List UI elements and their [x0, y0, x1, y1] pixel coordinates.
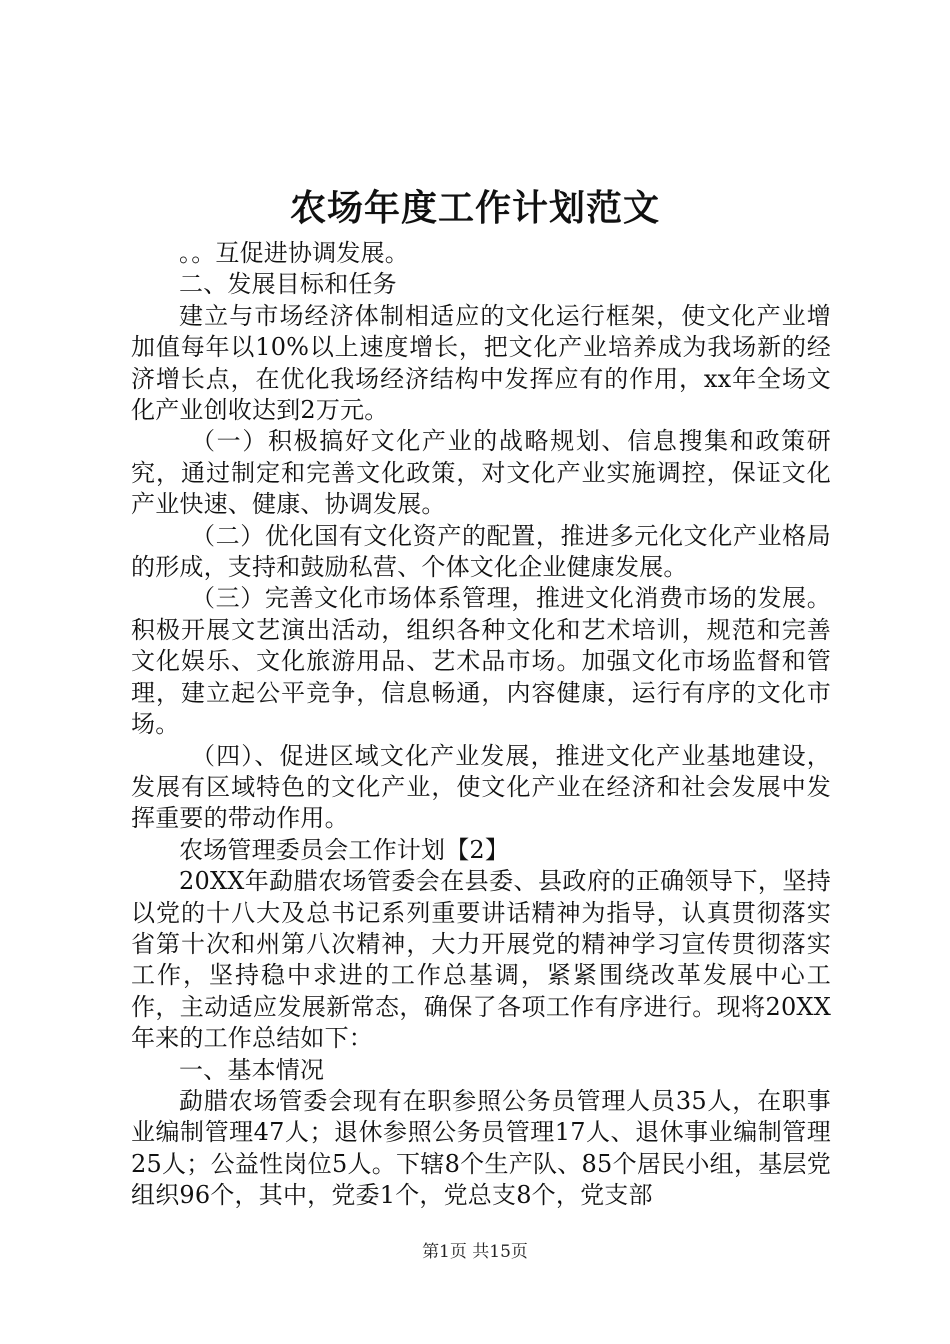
heading-committee-plan: 农场管理委员会工作计划【2】	[179, 835, 510, 864]
document-body	[131, 238, 831, 1212]
paragraph-item-3: （三）完善文化市场体系管理，推进文化消费市场的发展。积极开展文艺演出活动，组织各种文化和艺术培训，规范和完善文化娱乐、文化旅游用品、艺术品市场。加强文化市场监督和管理，建立起公平竞争，信息畅通，内容健康，运行有序的文化市场。	[131, 584, 831, 739]
paragraph-summary: 20XX年勐腊农场管委会在县委、县政府的正确领导下，坚持以党的十八大及总书记系列重要讲话精神为指导，认真贯彻落实省第十次和州第八次精神，大力开展党的精神学习宣传贯彻落实工作，坚持稳中求进的工作总基调，紧紧围绕改革发展中心工作，主动适应发展新常态，确保了各项工作有序进行。现将20XX年来的工作总结如下：	[131, 867, 831, 1053]
page-number-footer: 第1页 共15页	[422, 1242, 528, 1262]
heading-basic-situation: 一、基本情况	[179, 1055, 325, 1084]
paragraph-staffing: 勐腊农场管委会现有在职参照公务员管理人员35人，在职事业编制管理47人；退休参照公务员管理17人、退休事业编制管理25人；公益性岗位5人。下辖8个生产队、85个居民小组，基层党组织96个，其中，党委1个，党总支8个，党支部	[131, 1086, 831, 1210]
paragraph-item-2: （二）优化国有文化资产的配置，推进多元化文化产业格局的形成，支持和鼓励私营、个体文化企业健康发展。	[131, 521, 831, 582]
heading-goals: 二、发展目标和任务	[179, 270, 397, 299]
paragraph-framework: 建立与市场经济体制相适应的文化运行框架，使文化产业增加值每年以10%以上速度增长，把文化产业培养成为我场新的经济增长点，在优化我场经济结构中发挥应有的作用，xx年全场文化产业创收达到2万元。	[131, 301, 831, 425]
paragraph-intro: 。。互促进协调发展。	[179, 239, 409, 267]
document-title: 农场年度工作计划范文	[289, 187, 660, 229]
paragraph-item-1: （一）积极搞好文化产业的战略规划、信息搜集和政策研究，通过制定和完善文化政策，对文化产业实施调控，保证文化产业快速、健康、协调发展。	[131, 427, 831, 519]
paragraph-item-4: （四）、促进区域文化产业发展，推进文化产业基地建设，发展有区域特色的文化产业，使文化产业在经济和社会发展中发挥重要的带动作用。	[131, 741, 831, 833]
